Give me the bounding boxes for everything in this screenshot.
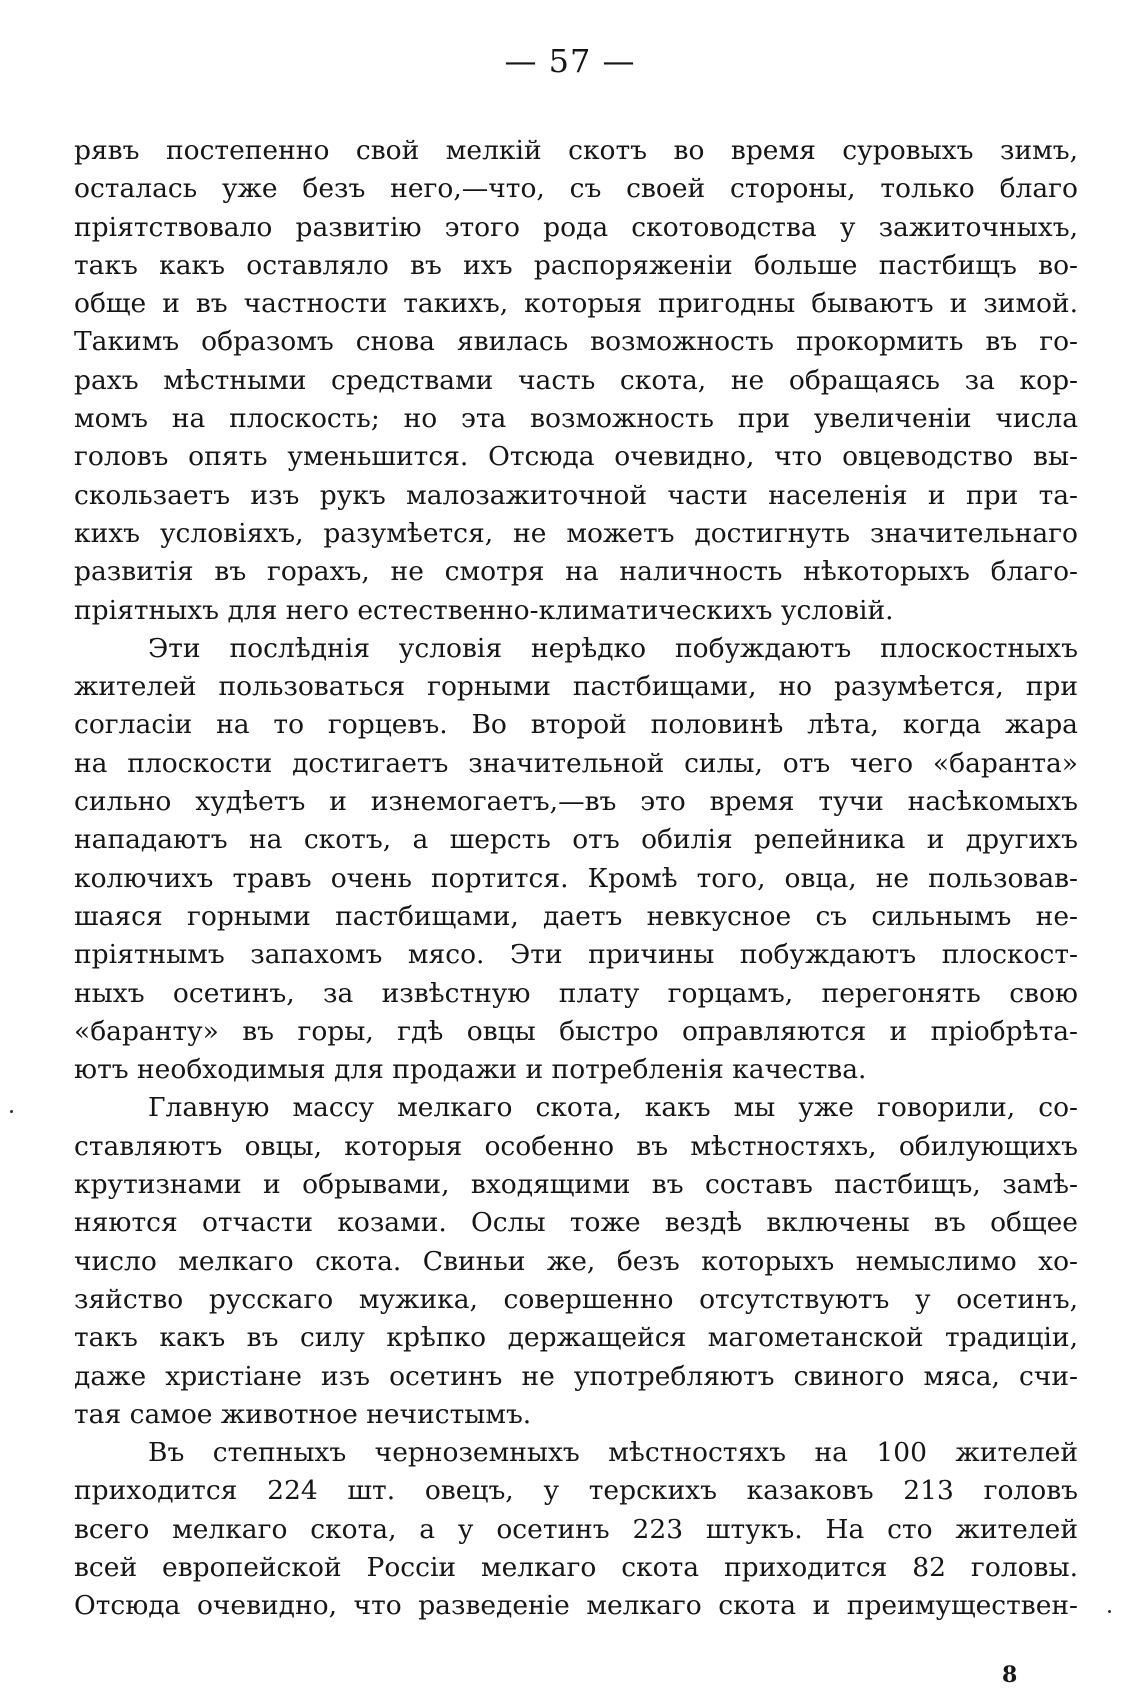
text-line: всей европейской Россіи мелкаго скота приходится 82 головы. — [74, 1551, 1078, 1583]
text-line: «баранту» въ горы, гдѣ овцы быстро оправляются и пріобрѣта- — [74, 1015, 1078, 1047]
text-line: Отсюда очевидно, что разведеніе мелкаго скота и преимуществен- — [74, 1590, 1078, 1622]
text-line: пріятствовало развитію этого рода скотоводства у зажиточныхъ, — [74, 211, 1078, 243]
text-line: приходится 224 шт. овецъ, у терскихъ казаковъ 213 головъ — [74, 1475, 1078, 1507]
paragraph-1 — [74, 132, 1078, 630]
text-line: шаяся горными пастбищами, даетъ невкусное съ сильнымъ не- — [74, 900, 1078, 932]
printer-signature-mark: 8 — [1002, 1662, 1018, 1688]
text-line: скользаетъ изъ рукъ малозажиточной части населенія и при та- — [74, 479, 1078, 511]
text-line: Такимъ образомъ снова явилась возможность прокормить въ го- — [74, 326, 1078, 358]
paragraph-3 — [74, 1089, 1078, 1434]
text-line: даже христіане изъ осетинъ не употребляютъ свиного мяса, счи- — [74, 1360, 1078, 1392]
text-line: зяйство русскаго мужика, совершенно отсутствуютъ у осетинъ, — [74, 1283, 1078, 1315]
body-text — [74, 132, 1078, 1626]
text-line: ютъ необходимыя для продажи и потребленія качества. — [74, 1054, 867, 1086]
text-line: головъ опять уменьшится. Отсюда очевидно, что овцеводство вы- — [74, 441, 1078, 473]
text-line: всего мелкаго скота, а у осетинъ 223 штукъ. На сто жителей — [74, 1513, 1078, 1545]
paragraph-4 — [74, 1434, 1078, 1625]
text-line: на плоскости достигаетъ значительной силы, отъ чего «баранта» — [74, 747, 1078, 779]
text-line: Главную массу мелкаго скота, какъ мы уже говорили, со- — [148, 1092, 1078, 1124]
text-line: рахъ мѣстными средствами часть скота, не обращаясь за кор- — [74, 364, 1078, 396]
text-line: рявъ постепенно свой мелкій скотъ во время суровыхъ зимъ, — [74, 135, 1078, 166]
text-line: такъ какъ оставляло въ ихъ распоряженіи больше пастбищъ во- — [74, 249, 1078, 281]
text-line: обще и въ частности такихъ, которыя пригодны бываютъ и зимой. — [74, 288, 1078, 320]
text-line: осталась уже безъ него,—что, съ своей стороны, только благо — [74, 173, 1078, 205]
text-line: сильно худѣетъ и изнемогаетъ,—въ это время тучи насѣкомыхъ — [74, 786, 1078, 818]
text-line: пріятнымъ запахомъ мясо. Эти причины побуждаютъ плоскост- — [74, 939, 1078, 971]
paragraph-2 — [74, 630, 1078, 1090]
text-line: крутизнами и обрывами, входящими въ составъ пастбищъ, замѣ- — [74, 1169, 1078, 1201]
text-line: число мелкаго скота. Свиньи же, безъ которыхъ немыслимо хо- — [74, 1245, 1078, 1277]
text-line: развитія въ горахъ, не смотря на наличность нѣкоторыхъ благо- — [74, 556, 1078, 588]
page-number: — 57 — — [504, 42, 636, 80]
text-line: согласіи на то горцевъ. Во второй половинѣ лѣта, когда жара — [74, 709, 1078, 741]
scan-speck — [1108, 1610, 1111, 1613]
text-line: такъ какъ въ силу крѣпко держащейся магометанской традиціи, — [74, 1322, 1078, 1354]
scan-speck — [10, 1110, 13, 1113]
text-line: колючихъ травъ очень портится. Кромѣ того, овца, не пользовав- — [74, 862, 1078, 894]
text-line: момъ на плоскость; но эта возможность при увеличеніи числа — [74, 403, 1078, 435]
text-line: Эти послѣднія условія нерѣдко побуждаютъ плоскостныхъ — [148, 632, 1078, 664]
text-line: ныхъ осетинъ, за извѣстную плату горцамъ, перегонять свою — [74, 977, 1078, 1009]
text-line: нападаютъ на скотъ, а шерсть отъ обилія репейника и другихъ — [74, 824, 1078, 856]
text-line: жителей пользоваться горными пастбищами, но разумѣется, при — [74, 671, 1078, 703]
text-line: няются отчасти козами. Ослы тоже вездѣ включены въ общее — [74, 1207, 1078, 1239]
text-line: пріятныхъ для него естественно-климатическихъ условій. — [74, 594, 894, 626]
text-line: кихъ условіяхъ, разумѣется, не можетъ достигнуть значительнаго — [74, 517, 1078, 549]
text-line: Въ степныхъ черноземныхъ мѣстностяхъ на 100 жителей — [148, 1437, 1078, 1469]
text-line: тая самое животное нечистымъ. — [74, 1398, 532, 1430]
text-line: ставляютъ овцы, которыя особенно въ мѣстностяхъ, обилующихъ — [74, 1130, 1078, 1162]
